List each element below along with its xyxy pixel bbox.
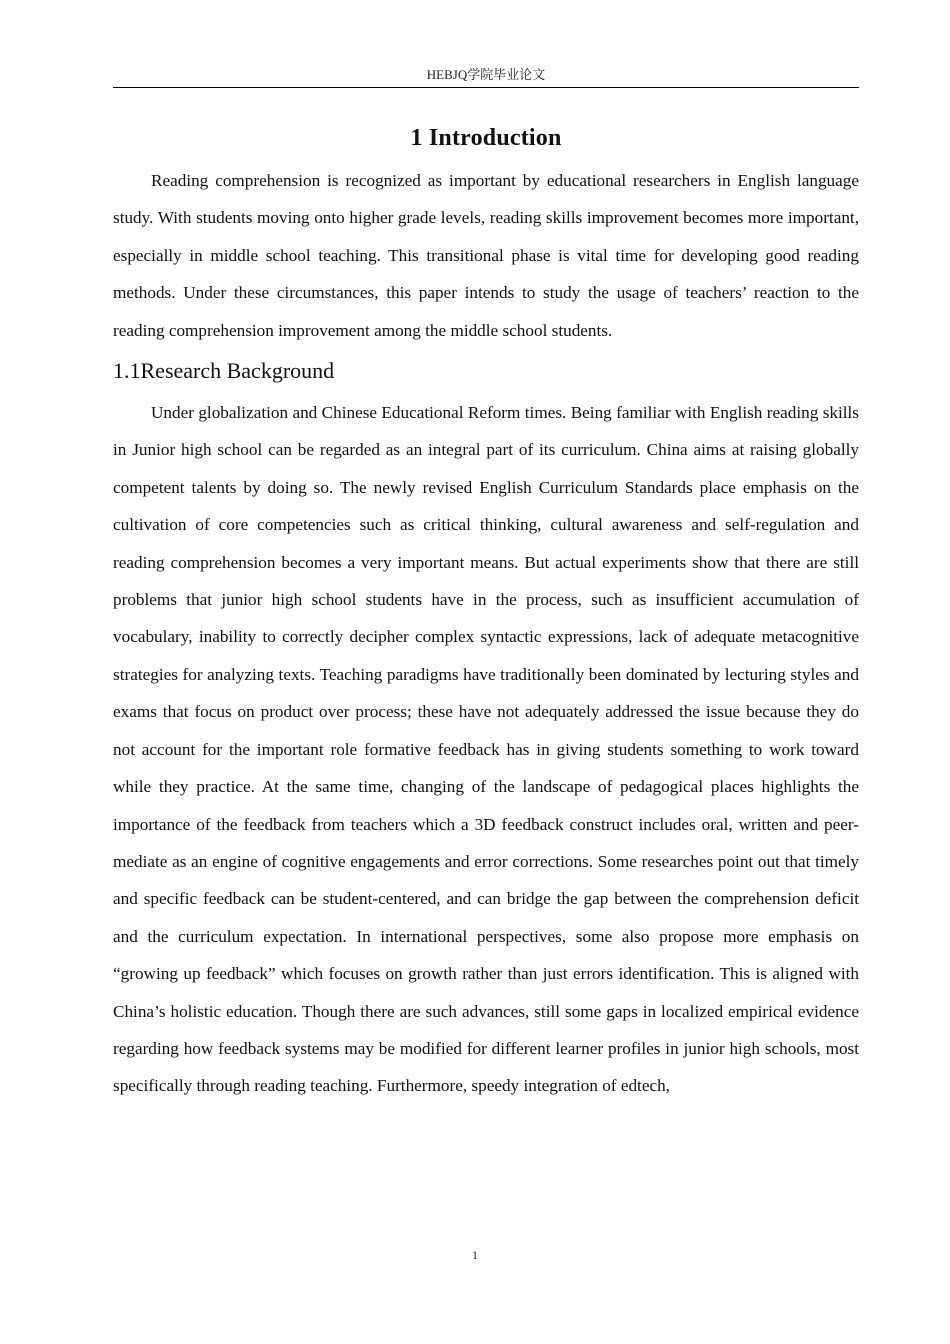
page-content	[113, 120, 859, 1105]
section-title: 1.1Research Background	[113, 358, 335, 384]
section-body-paragraph: Under globalization and Chinese Educational Reform times. Being familiar with English reading skills in Junior high school can be regarded as an integral part of its curriculum. China aims at raising globally competent talents by doing so. The newly revised English Curriculum Standards place emphasis on the cultivation of core competencies such as critical thinking, cultural awareness and self-regulation and reading comprehension becomes a very important means. But actual experiments show that there are still problems that junior high school students have in the process, such as insufficient accumulation of vocabulary, inability to correctly decipher complex syntactic expressions, lack of adequate metacognitive strategies for analyzing texts. Teaching paradigms have traditionally been dominated by lecturing styles and exams that focus on product over process; these have not adequately addressed the issue because they do not account for the important role formative feedback has in giving students something to work toward while they practice. At the same time, changing of the landscape of pedagogical places highlights the importance of the feedback from teachers which a 3D feedback construct includes oral, written and peer-mediate as an engine of cognitive engagements and error corrections. Some researches point out that timely and specific feedback can be student-centered, and can bridge the gap between the comprehension deficit and the curriculum expectation. In international perspectives, some also propose more emphasis on “growing up feedback” which focuses on growth rather than just errors identification. This is aligned with China’s holistic education. Though there are such advances, still some gaps in localized empirical evidence regarding how feedback systems may be modified for different learner profiles in junior high schools, most specifically through reading teaching. Furthermore, speedy integration of edtech,	[113, 403, 859, 1096]
page-number: 1	[472, 1248, 478, 1262]
chapter-title: 1 Introduction	[410, 125, 562, 151]
page-header: HEBJQ学院毕业论文	[113, 66, 859, 88]
intro-paragraph: Reading comprehension is recognized as important by educational researchers in English language study. With students moving onto higher grade levels, reading skills improvement becomes more important, especially in middle school teaching. This transitional phase is vital time for developing good reading methods. Under these circumstances, this paper intends to study the usage of teachers’ reaction to the reading comprehension improvement among the middle school students.	[113, 171, 859, 340]
